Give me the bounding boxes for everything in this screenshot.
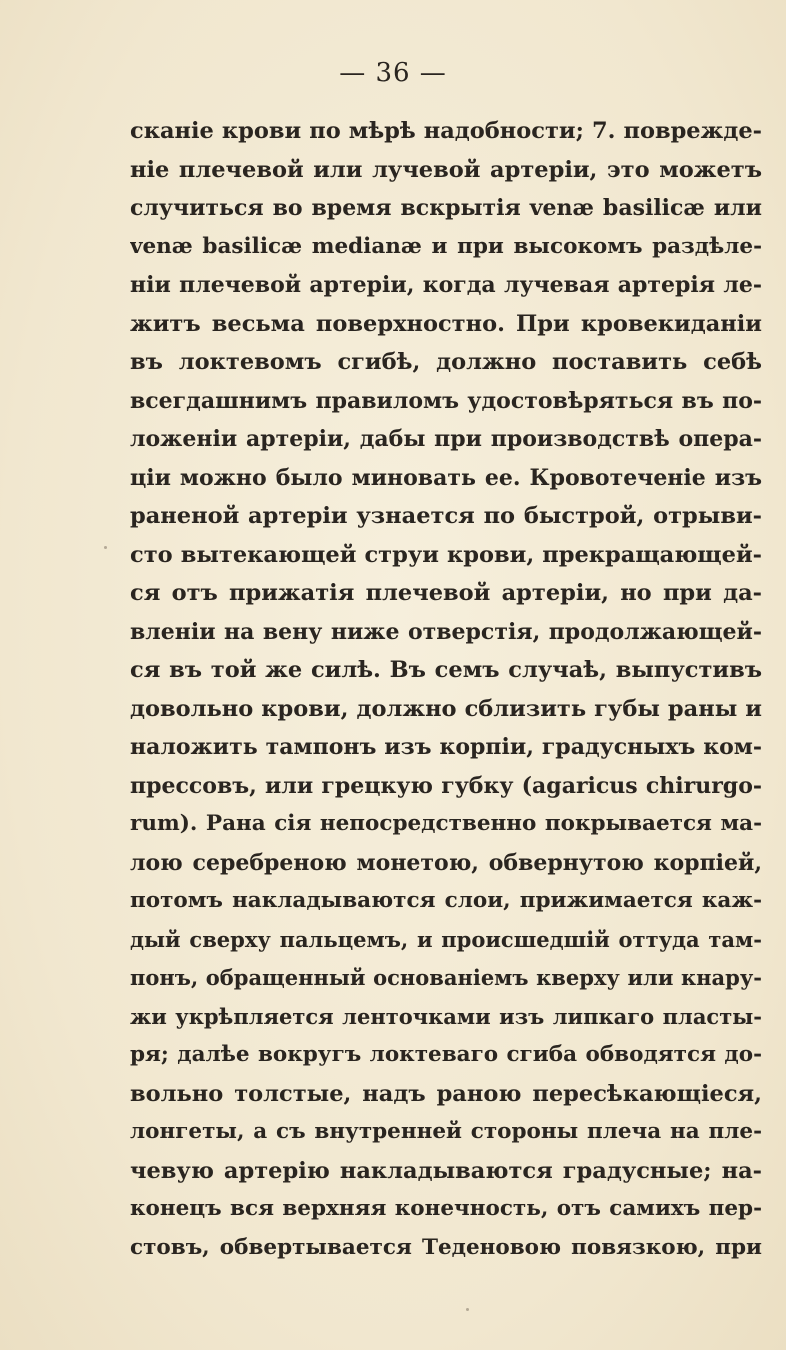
text-line: вольно толстые, надъ раною пересѣкающіеся, xyxy=(130,1080,762,1107)
text-line: довольно крови, должно сблизить губы раны и xyxy=(130,695,762,722)
text-line: всегдашнимъ правиломъ удостовѣряться въ по- xyxy=(130,387,762,414)
page-number: — 36 — xyxy=(339,58,447,88)
text-line: дый сверху пальцемъ, и происшедшій оттуда там- xyxy=(130,926,762,952)
text-line: понъ, обращенный основаніемъ кверху или кнару- xyxy=(130,965,762,990)
text-line: наложить тампонъ изъ корпіи, градусныхъ ком- xyxy=(130,734,762,760)
text-line: сканіе крови по мѣрѣ надобности; 7. поврежде- xyxy=(130,118,762,144)
text-line: сто вытекающей струи крови, прекращающей- xyxy=(130,541,762,568)
text-line: прессовъ, или грецкую губку (agaricus chirurgo- xyxy=(130,772,762,799)
paper-speck xyxy=(104,546,107,549)
body-text xyxy=(130,112,762,1267)
text-line: ложеніи артеріи, дабы при производствѣ опера- xyxy=(130,426,762,452)
text-line: въ локтевомъ сгибѣ, должно поставить себѣ xyxy=(130,349,762,375)
text-line: rum). Рана сія непосредственно покрывается ма- xyxy=(130,811,762,836)
text-line: потомъ накладываются слои, прижимается каж- xyxy=(130,888,762,913)
text-line: ніе плечевой или лучевой артеріи, это можетъ xyxy=(130,156,762,183)
text-line: лою серебреною монетою, обвернутою корпіей, xyxy=(130,849,762,876)
text-line: чевую артерію накладываются градусные; на- xyxy=(130,1157,762,1184)
text-line: ся въ той же силѣ. Въ семъ случаѣ, выпустивъ xyxy=(130,657,762,683)
text-line: житъ весьма поверхностно. При кровекиданіи xyxy=(130,310,762,337)
text-line: ніи плечевой артеріи, когда лучевая артерія ле- xyxy=(130,272,762,298)
text-line: жи укрѣпляется ленточками изъ липкаго пласты- xyxy=(130,1003,762,1029)
text-line: ря; далѣе вокругъ локтеваго сгиба обводятся до- xyxy=(130,1042,762,1067)
paper-speck xyxy=(466,1308,469,1311)
text-line: стовъ, обвертывается Теденовою повязкою, при xyxy=(130,1234,762,1260)
text-line: venæ basilicæ medianæ и при высокомъ раздѣле- xyxy=(130,233,762,259)
text-line: ціи можно было миновать ее. Кровотеченіе изъ xyxy=(130,464,762,491)
text-line: случиться во время вскрытія venæ basilicæ или xyxy=(130,195,762,221)
text-line: конецъ вся верхняя конечность, отъ самихъ пер- xyxy=(130,1196,762,1221)
text-line: лонгеты, а съ внутренней стороны плеча на пле- xyxy=(130,1119,762,1144)
text-line: раненой артеріи узнается по быстрой, отрыви- xyxy=(130,503,762,529)
text-line: вленіи на вену ниже отверстія, продолжающей- xyxy=(130,618,762,645)
text-line: ся отъ прижатія плечевой артеріи, но при да- xyxy=(130,580,762,606)
